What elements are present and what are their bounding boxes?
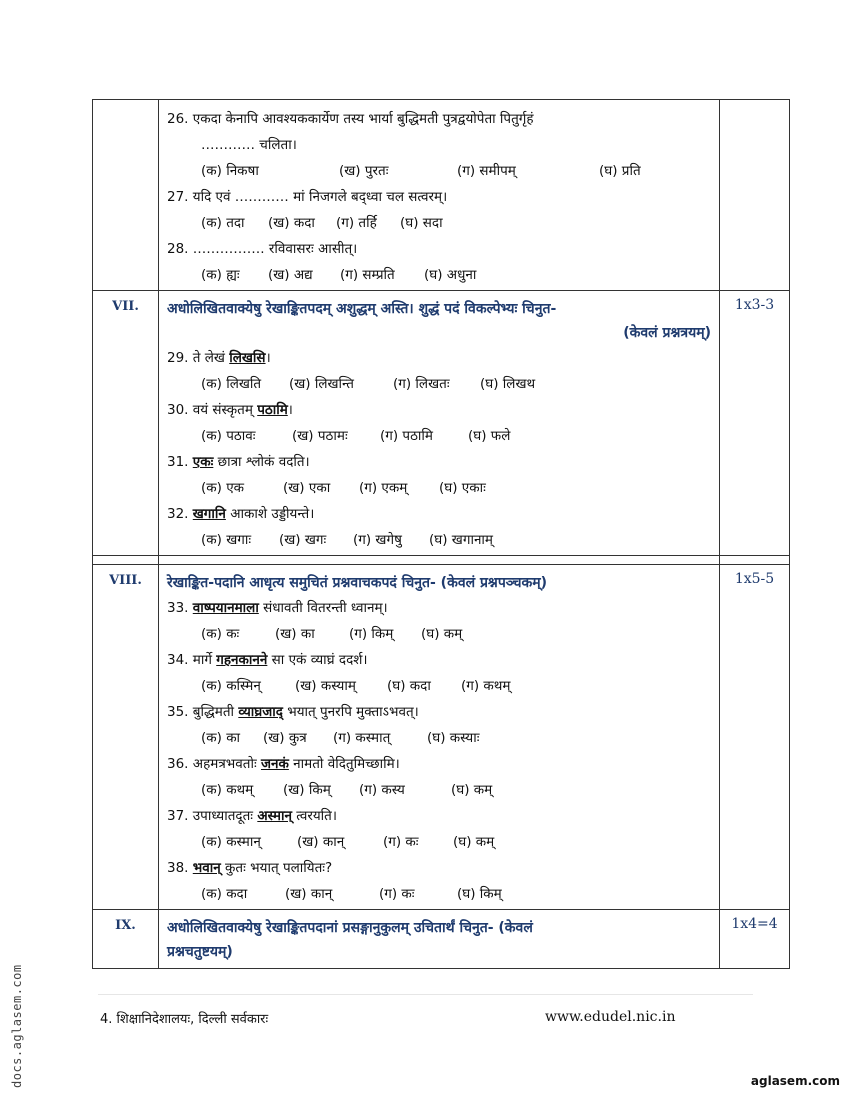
- row-number-cell: [93, 100, 159, 291]
- footer-divider: [98, 994, 753, 995]
- section-number: VII.: [93, 291, 159, 556]
- underlined-word: पठामि: [257, 402, 288, 418]
- question-30: 30. वयं संस्कृतम् पठामि।: [167, 402, 293, 418]
- question-33-options: (क) कः (ख) का (ग) किम् (घ) कम्: [201, 626, 463, 642]
- section-number: IX.: [93, 910, 159, 969]
- underlined-word: लिखसि: [229, 350, 266, 366]
- question-27-options: (क) तदा (ख) कदा (ग) तर्हि (घ) सदा: [201, 215, 443, 231]
- section-heading-cont: (केवलं प्रश्नत्रयम्): [623, 325, 711, 341]
- underlined-word: खगानि: [192, 506, 226, 522]
- question-28: 28. ……………. रविवासरः आसीत्।: [167, 241, 358, 257]
- footer-website: www.edudel.nic.in: [545, 1009, 676, 1025]
- question-26-options: (क) निकषा (ख) पुरतः (ग) समीपम् (घ) प्रति: [201, 163, 641, 179]
- question-36-options: (क) कथम् (ख) किम् (ग) कस्य (घ) कम्: [201, 782, 493, 798]
- side-watermark: docs.aglasem.com: [10, 964, 24, 1088]
- question-38: 38. भवान् कुतः भयात् पलायितः?: [167, 860, 333, 876]
- table-row: [93, 910, 790, 969]
- section-heading: अधोलिखितवाक्येषु रेखाङ्कितपदम् अशुद्धम् अस्ति। शुद्धं पदं विकल्पेभ्यः चिनुत-: [167, 301, 557, 317]
- marks-cell: 1x4=4: [720, 910, 790, 969]
- question-26-cont: ………… चलिता।: [201, 137, 297, 153]
- questions-cell: [159, 910, 720, 969]
- question-32-options: (क) खगाः (ख) खगः (ग) खगेषु (घ) खगानाम्: [201, 532, 494, 548]
- underlined-word: भवान्: [192, 860, 221, 876]
- section-heading: रेखाङ्कित-पदानि आधृत्य समुचितं प्रश्नवाचकपदं चिनुत- (केवलं प्रश्नपञ्चकम्): [167, 575, 548, 591]
- question-28-options: (क) ह्यः (ख) अद्य (ग) सम्प्रति (घ) अधुना: [201, 267, 477, 283]
- question-36: 36. अहमत्रभवतोः जनकं नामतो वेदितुमिच्छामि।: [167, 756, 400, 772]
- question-37-options: (क) कस्मान् (ख) कान् (ग) कः (घ) कम्: [201, 834, 495, 850]
- question-27: 27. यदि एवं ………… मां निजगले बद्ध्वा चल सत्वरम्।: [167, 189, 448, 205]
- question-37: 37. उपाध्यातदूतः अस्मान् त्वरयति।: [167, 808, 337, 824]
- table-row: [93, 556, 790, 565]
- question-35: 35. बुद्धिमती व्याघ्रजाद् भयात् पुनरपि मुक्ताऽभवत्।: [167, 704, 419, 720]
- question-26: 26. एकदा केनापि आवश्यककार्येण तस्य भार्या बुद्धिमती पुत्रद्वयोपेता पितुर्गृहं: [167, 111, 534, 127]
- table-row: [93, 291, 790, 556]
- section-heading: अधोलिखितवाक्येषु रेखाङ्कितपदानां प्रसङ्गानुकुलम् उचितार्थं चिनुत- (केवलं: [167, 920, 533, 936]
- marks-cell: [720, 100, 790, 291]
- question-29: 29. ते लेखं लिखसि।: [167, 350, 271, 366]
- table-row: [93, 100, 790, 291]
- question-29-options: (क) लिखति (ख) लिखन्ति (ग) लिखतः (घ) लिखथ: [201, 376, 536, 392]
- question-35-options: (क) का (ख) कुत्र (ग) कस्मात् (घ) कस्याः: [201, 730, 480, 746]
- underlined-word: व्याघ्रजाद्: [238, 704, 283, 720]
- brand-label: aglasem.com: [750, 1074, 840, 1088]
- question-34: 34. मार्गे गहनकानने सा एकं व्याघ्रं ददर्श।: [167, 652, 368, 668]
- question-33: 33. वाष्पयानमाला संधावती वितरन्ती ध्वानम्।: [167, 600, 388, 616]
- question-31: 31. एकः छात्रा श्लोकं वदति।: [167, 454, 310, 470]
- questions-cell: [159, 565, 720, 910]
- question-32: 32. खगानि आकाशे उड्डीयन्ते।: [167, 506, 315, 522]
- question-38-options: (क) कदा (ख) कान् (ग) कः (घ) किम्: [201, 886, 502, 902]
- question-table: [92, 99, 790, 969]
- question-30-options: (क) पठावः (ख) पठामः (ग) पठामि (घ) फले: [201, 428, 511, 444]
- underlined-word: जनकं: [260, 756, 289, 772]
- question-34-options: (क) कस्मिन् (ख) कस्याम् (घ) कदा (ग) कथम्: [201, 678, 511, 694]
- underlined-word: एकः: [192, 454, 214, 470]
- footer-department: 4. शिक्षानिदेशालयः, दिल्ली सर्वकारः: [100, 1012, 269, 1027]
- marks-cell: 1x3-3: [720, 291, 790, 556]
- underlined-word: अस्मान्: [257, 808, 292, 824]
- section-title: [159, 556, 720, 565]
- section-heading-cont: प्रश्नचतुष्टयम्): [167, 944, 233, 960]
- table-row: [93, 565, 790, 910]
- questions-cell: [159, 100, 720, 291]
- question-31-options: (क) एक (ख) एका (ग) एकम् (घ) एकाः: [201, 480, 486, 496]
- underlined-word: वाष्पयानमाला: [192, 600, 259, 616]
- questions-cell: [159, 291, 720, 556]
- underlined-word: गहनकानने: [216, 652, 268, 668]
- marks-cell: 1x5-5: [720, 565, 790, 910]
- section-number: VIII.: [93, 565, 159, 910]
